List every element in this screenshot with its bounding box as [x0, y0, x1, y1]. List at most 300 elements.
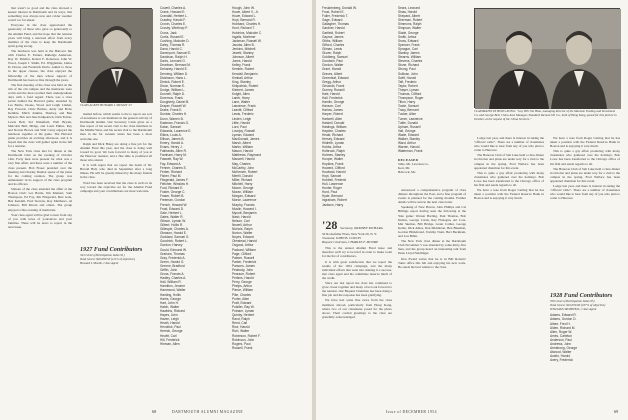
contributor-name: Ellison, James B.	[160, 137, 185, 141]
article-paragraph: mailed before, which seems to me to report our sort of newsiness to our members in the general activity of Dartmouth alumni. Our Secretary Clark gives us a fine report of his recent visit to the class members in the Middle West, and his recent visit to the Dartmouth men in the far western states has been a most welcome one.	[80, 112, 152, 141]
contributor-name: Lawrence, Frank	[232, 104, 256, 109]
deceased-block	[398, 158, 466, 186]
contributor-name: Hendrick, Paul	[160, 325, 181, 330]
contributor-name: Dimick, Robert E.	[160, 79, 185, 84]
contributor-name: Lewis, Frederic	[232, 112, 254, 117]
contributor-name: Howard, Clifford	[322, 165, 345, 170]
contributor-name: Jacobs, Allen B.	[232, 42, 255, 47]
portrait-image	[81, 9, 153, 103]
fund-1928-names	[550, 313, 620, 362]
classmates-photo-caption: CLASSMATES IN HONG KONG: "Guy Hill Jim Hian, managing director of the Mansion Trading and Investment Co. and George Bell, China Area Manager, Standard Vacuum Oil Co., both of Hong Kong, posed for this picture in October, at the request of the China Services."	[474, 109, 617, 121]
contributor-name: Dodge, William L.	[160, 87, 185, 92]
contributor-name: Maxwell, Harold	[232, 157, 255, 162]
contributor-name: Morse, Lawrence	[232, 198, 257, 203]
contributor-name: Thompson, Roger	[398, 96, 424, 101]
contributor-name: Tilton, Harry	[398, 100, 416, 105]
fund-contributors-heading: 1927 Fund Contributors	[80, 246, 143, 253]
contributor-name: Hartwell, Allen	[322, 116, 343, 121]
contributor-name: Shepard, Albert	[398, 14, 420, 19]
contributor-name: Roberson, Robert F.	[232, 333, 261, 338]
class-of-28-header	[322, 220, 392, 400]
contributor-name: Kendall, Benjamin	[232, 71, 258, 76]
left-page-footer: DARTMOUTH ALUMNI MAGAZINE	[172, 410, 244, 414]
contributor-name: Stone, Richard	[398, 63, 420, 68]
contributor-name: Hamlin, George	[322, 100, 345, 105]
article-paragraph: The Hanover Club of Salt Lake held a class dinner in October and plans are under way for a visit to the campus in the spring. Fred Wallace has been appointed chairman for this event.	[550, 166, 620, 183]
right-article-column-3	[474, 136, 544, 400]
contributor-name: Dearborn, Bernard M.	[160, 63, 191, 68]
contributor-name: Dehaney, Harold E.	[160, 67, 188, 72]
contributor-names-column-b	[232, 6, 304, 400]
contributor-name: Fairbanks, Allen R.	[160, 149, 187, 154]
contributor-name: Marsh, Albert	[232, 141, 251, 146]
contributor-name: Drake, Frank E.	[160, 108, 183, 113]
contributor-name: Goodwin, Paul	[322, 59, 343, 64]
contributor-name: Hubbard, Charles H.	[232, 22, 262, 27]
contributor-name: Leavitt, Clifford	[232, 108, 254, 113]
contributor-name: Rand, Ralph	[232, 317, 250, 322]
article-paragraph: We have had some fine news from the class members abroad, particularly from Hong Kong, where two of our classmates posed for the photo above. Their cordial greetings to the class are gratefully acknowledged.	[322, 298, 392, 319]
contributor-name: Davis, Leonard G.	[160, 59, 186, 64]
right-page-footer: Issue of DECEMBER 1954	[386, 410, 437, 414]
contributor-name: Hoyt, Bernard R.	[232, 18, 256, 23]
contributor-name: Pearson, Robert	[232, 272, 256, 277]
article-paragraph: Speaking of New Haven, John Phillips and Cal Billings report having seen the following at the Yale game: Warren Barling, Paul Thomas, Bob Dalton, George Curtis, Ray Flanagan, Art Cote, Mal Skelton, Bill Bridge, Grant Collier, George Kellar, Dick Ahles, Dan Middleton, Ben Bleeman, Gordon Hildebrand, Tommy Trent, Bert Beckham, and Lou Biller.	[398, 205, 466, 239]
contributor-name: Fuller, Frederick T.	[322, 14, 349, 19]
contributor-name: Fraser, Robert B.	[160, 194, 185, 199]
contributor-name: Kleinert, James	[232, 87, 254, 92]
contributor-name: Hopkins, Frank	[322, 161, 344, 166]
contributor-name: Gibson, Lyman W.	[160, 218, 186, 223]
article-paragraph: Lodge last year, and there is interest in taking the "officers' table". There are a number of classmates who would like to hear from any of you who plan to come to Hanover.	[474, 136, 544, 153]
article-paragraph: It is with regret that we report the death of Dr. Harold Hall, who died in September after a long illness. He will be greatly missed by his many friends in the class.	[80, 163, 152, 180]
article-paragraph: Sixteen of the class attended the affair at the Boston Club: Les Bartle, Jim Kleinert, Sam Thompson, Ed Fay, Jim Fitzgerald, Bert Gale, Ben Kendall, Fred Stevens, Ray Matthews, Al Johnson, Bill Moran and others. The group enjoyed a fine evening of memories.	[8, 187, 72, 212]
article-paragraph: It is with great satisfaction that we report the results of the 1954 campaign, and the many individual efforts that went into making it a success. Our class agent and his committee deserve much of the credit.	[322, 259, 392, 280]
contributor-name: Atwood, Walter	[550, 350, 572, 355]
contributor-name: Harlow, James	[322, 108, 343, 113]
contributor-name: Hooper, Walter	[322, 157, 344, 162]
contributor-name: Hough, John W.	[232, 6, 255, 10]
contributor-name: Rice, Harold	[232, 325, 250, 330]
contributor-name: Ingalls, Mortimer	[232, 34, 256, 39]
contributor-name: Packard, William	[232, 247, 256, 252]
contributor-name: Turner, Lawrence	[398, 116, 423, 121]
contributor-name: Hayes, John	[160, 313, 178, 318]
left-page-article-column	[8, 6, 72, 400]
contributor-name: Frost, Edward D.	[160, 206, 184, 211]
contributor-name: Linden, Leigh	[232, 116, 252, 121]
class-28-notes	[322, 246, 392, 319]
contributor-name: Ames, Carleton	[550, 333, 572, 338]
contributor-name: Gleason, Harold E.	[160, 231, 187, 236]
contributor-name: Gallagher, Thomas	[322, 22, 349, 27]
contributor-name: Miller, Richard	[232, 177, 253, 182]
right-contributor-names-column-a	[322, 6, 392, 216]
fund-total-line: Total Given: $20,090.50 (111% of objective)	[80, 256, 135, 261]
right-article-column-2	[398, 188, 466, 400]
contributor-name: Pierce, William	[232, 288, 254, 293]
contributor-name: Austin, Harold	[550, 354, 571, 359]
contributor-name: Haskell, Donald	[322, 120, 345, 125]
secretary-line: Secretary, ORMSBY MCHARG	[340, 226, 384, 230]
contributor-name: Daley, Thomas R.	[160, 42, 186, 47]
contributor-name: Fitzgerald, James F.	[160, 177, 189, 182]
contributor-name: Slade, George	[398, 30, 419, 35]
contributor-name: Stevens, Charles	[398, 59, 423, 64]
contributor-name: Grant, Harold	[322, 67, 342, 72]
contributor-name: Wade, Edward	[398, 132, 419, 137]
contributor-name: Fisher, Paul M.	[160, 173, 182, 178]
contributor-name: Strong, Paul	[398, 67, 416, 72]
contributor-name: Howe, Edward L.	[232, 14, 257, 19]
article-paragraph: The New York class dinner at the Dartmouth Club November 5 was attended by some thirty-five men, and the group heard an interesting talk from Dean Lloyd Neidlinger.	[398, 239, 466, 256]
contributor-name: Howe, Albert V., Jr.	[232, 10, 259, 15]
contributor-name: Kimball, Arthur	[232, 75, 253, 80]
contributor-name: Dunn, Warren B.	[160, 116, 184, 121]
contributor-name: Upham, Russell	[398, 124, 421, 129]
contributor-name: Hazen, Leigh	[160, 317, 179, 322]
contributor-name: Doremus, Frank	[160, 96, 183, 101]
contributor-name: May, Charles	[232, 161, 251, 166]
contributor-name: Tracy, Bernard	[398, 108, 419, 113]
contributor-name: Phelps, Arthur	[232, 284, 253, 289]
contributor-name: Hildreth, Lyman	[322, 141, 345, 146]
contributor-name: Hyde, Bernard	[322, 194, 343, 199]
contributor-name: Fletcher, Winslow H.	[160, 182, 190, 187]
article-paragraph: The Hanover Club of Salt Lake held a class dinner in October and plans are under way for a visit to the campus in the spring. Fred Wallace has been appointed chairman for this event.	[474, 153, 544, 170]
contributor-name: Simpson, Walter	[398, 26, 422, 31]
contributor-name: Nichols, Ralph	[232, 227, 253, 232]
contributor-name: Crawley, Harold F.	[160, 18, 186, 23]
contributor-name: Cronin, Charles E.	[160, 22, 187, 27]
contributor-name: Swift, Harold	[398, 75, 417, 80]
contributor-name: Fenner, Charles E.	[160, 165, 187, 170]
contributor-name: Warren, Harold	[398, 145, 420, 150]
contributor-name: Rich, Walter	[232, 329, 250, 334]
contributor-name: Hayden, Charles	[322, 128, 346, 133]
contributor-name: Sherman, Robert	[398, 18, 423, 23]
contributor-name: Palmer, Russell	[232, 255, 255, 260]
contributor-name: Gordon, Walter	[322, 63, 344, 68]
contributor-name: Hobbs, Arthur	[322, 145, 342, 150]
article-paragraph: This is quite a gay affair producing with many classmates who gathered over the holidays. Bob Lowe has been transferred to the Chicago office of his firm and sends regards to all.	[474, 170, 544, 188]
article-paragraph: The luncheon was held at the Hanover Inn with Charles E. Fenner, Rutledge Anderson, Ray W. Pulsifer, Robert F. Roberson, John W. Wood, Joseph J. Smith, Ed. Wiggleman, James D. Doran, and Frederick Davis. Added to those in the upper classes, the class enjoyed the fellowship of the men whose support of Dartmouth has been so fine through the years.	[8, 48, 72, 82]
contributor-name: Gaynor, James	[322, 34, 344, 39]
contributor-name: Norton, Walter	[232, 231, 253, 236]
contributor-name: Graves, Albert	[322, 71, 343, 76]
contributor-name: Eastman, Francis G.	[160, 120, 190, 125]
contributor-name: Lovejoy, Russell	[232, 128, 255, 133]
contributor-name: Tucker, Allen	[398, 112, 417, 117]
contributor-name: McKenzie, Robert	[232, 169, 258, 174]
contributor-name: Cross, Jack	[160, 30, 177, 35]
contributor-name: Shaw, Harold	[398, 10, 417, 15]
contributor-name: Kirkpatrick, Robert	[232, 83, 259, 88]
contributor-name: MacDonald, James	[232, 137, 260, 141]
contributor-name: Walker, Stanley	[398, 137, 421, 141]
treasurer-line: Treasurer, JOHN B. COUCH	[322, 236, 361, 241]
left-page-article-column-2	[80, 112, 152, 242]
contributor-name: King, Stanley	[232, 79, 251, 84]
contributor-name: Hull, Lawrence	[322, 182, 344, 187]
contributor-name: Davidson, Ralph H.	[160, 55, 188, 60]
contributor-name: Nelson, Carl	[232, 218, 250, 223]
contributor-name: Crosby, Winthrop P.	[160, 26, 188, 31]
contributor-name: Murphy, Francis	[232, 202, 255, 207]
contributor-name: Adams, Edward R.	[550, 313, 577, 318]
contributor-name: Donnell, Ralph D.	[160, 91, 185, 96]
fund-1928-heading: 1928 Fund Contributors	[550, 292, 613, 299]
contributor-name: Jones, Harold	[232, 59, 252, 64]
contributor-name: Porter, Allen	[232, 296, 250, 301]
deceased-name: Babcock, Mr.	[398, 170, 416, 175]
contributor-name: Hurd, Paul	[322, 190, 338, 195]
contributor-name: Sullivan, John	[398, 71, 418, 76]
contributor-name: Freeman, Gordon	[160, 198, 186, 203]
contributor-name: Gray, Frederick A.	[160, 255, 186, 260]
contributor-name: Dickinson, Hans L.	[160, 75, 187, 80]
hong-kong-classmates-photo	[474, 8, 620, 108]
contributor-name: Hinman, Allen	[160, 341, 180, 346]
contributor-name: Gilman, Lewis	[322, 46, 343, 51]
contributor-name: Gregg, Arthur	[322, 79, 342, 84]
contributor-name: Holbrook, Ralph	[322, 149, 345, 154]
contributor-name: Hastings, William	[322, 124, 347, 129]
contributor-name: Goddard, Samuel G.	[160, 235, 190, 240]
contributor-name: Moore, George	[232, 186, 254, 191]
contributor-name: Hutchins, Malcolm C.	[232, 30, 263, 35]
article-paragraph: that wasn't so good and the class showed a keener interest in Dartmouth and its ways, that something was always new and colder weather wasn't too far ahead.	[8, 6, 72, 23]
contributor-name: Harris, George	[160, 296, 181, 301]
contributor-name: Lane, Walter	[232, 100, 250, 105]
contributor-name: Merrill, Donald	[232, 173, 253, 178]
contributor-name: Osgood, Arthur	[232, 243, 254, 248]
contributor-name: Hewitt, Carl	[160, 333, 177, 338]
contributor-name: Taft, Frederic	[398, 79, 417, 84]
contributor-name: Pratt, Edward	[232, 300, 252, 305]
fund-1928-total: Total Given: $19,030.00 (107% of objective)	[550, 302, 606, 307]
contributor-name: Waterman, Frank	[398, 149, 423, 154]
contributor-name: Pulsifer, Ray W.	[232, 304, 255, 309]
contributor-name: French, Howard W.	[160, 202, 188, 207]
contributor-name: Hunter, Roger	[322, 186, 342, 191]
contributor-name: Simmons, Ralph	[398, 22, 422, 27]
contributor-name: Muslin, Howard I.	[232, 206, 257, 211]
contributor-name: Gibbs, William	[322, 38, 343, 43]
contributor-name: Lord, Paul	[232, 124, 247, 129]
contributor-name: Crandall, Herbert L.	[160, 14, 188, 19]
fund-contributors-block	[80, 244, 152, 400]
class-agent-photo-caption: CLASS AGENT HOWARD I. MUSLIN '27	[80, 103, 132, 107]
contributor-name: Moran, William	[232, 190, 254, 195]
contributor-name: Lyman, Edward	[232, 132, 255, 137]
deceased-names	[398, 162, 466, 174]
right-page	[316, 0, 628, 420]
contributor-name: Parsons, James	[232, 263, 255, 268]
article-paragraph: Your class agent will be glad to hear from any of you with news of yourselves and your families. There will be news to report in the next issue.	[8, 212, 72, 229]
contributor-name: Hamilton, Jerome	[160, 284, 185, 289]
contributor-name: Garfield, Robert	[322, 30, 345, 35]
contributor-name: McCarthy, John	[232, 165, 255, 170]
contributor-name: Reed, Carl	[232, 321, 248, 326]
contributor-name: Mynott, Benjamin	[232, 210, 257, 215]
contributor-name: Gardner, Harold	[322, 26, 345, 31]
contributor-name: Eaton, Samuel	[160, 124, 181, 129]
contributor-name: Alden, Richard M.	[550, 325, 576, 330]
article-paragraph: Lodge last year, and there is interest in taking the "officers' table". There are a number of classmates who would like to hear from any of you who plan to come to Hanover.	[550, 184, 620, 201]
contributor-name: Vail, George	[398, 128, 416, 133]
contributor-name: Peabody, John	[232, 268, 254, 272]
contributor-name: Gates, Walter R.	[160, 214, 184, 219]
contributor-name: Jackman, Russell W.	[232, 38, 262, 43]
contributor-name: Fawcett, Ray W.	[160, 157, 184, 162]
left-page-number: 68	[152, 409, 157, 414]
fund-1928-givers: 356 Givers (Participation Index 95)	[550, 299, 595, 303]
contributor-name: Hall, William R.	[160, 280, 182, 285]
contributor-name: Holmes, Stanley	[322, 153, 346, 158]
contributor-name: Denning, William D.	[160, 71, 188, 76]
contributor-name: Hersey, Edward	[322, 137, 345, 141]
contributor-name: Sprague, Carl	[398, 46, 418, 51]
secretary-address: 50 Rockefeller Plaza, New York 20, N. Y.	[322, 232, 377, 236]
contributor-name: Stearns, William	[398, 55, 422, 60]
contributor-name: Harper, Robert	[322, 112, 343, 117]
article-paragraph: We have a note from Roger Cutting that he has taken a position with the Federal Reserve Bank in Boston and is enjoying it very much.	[550, 136, 620, 149]
contributor-name: Draper, Russell W.	[160, 104, 187, 109]
contributor-name: Foster, George C.	[160, 190, 186, 195]
article-paragraph: Everyone in the class appreciated the generosity of those who gave so generously to the Alumni Fund, and the hope that the reunion years will bring a renewed effort from every member of the class to keep the Dartmouth spirit going strong.	[8, 23, 72, 48]
contributor-name: Morgan, Edward	[232, 194, 256, 199]
contributor-name: Harding, Hollis	[160, 292, 181, 297]
contributor-name: Ward, Arthur	[398, 141, 416, 146]
contributor-name: Stanley, James	[398, 51, 420, 56]
contributor-name: Gurney, Russell	[322, 87, 345, 92]
contributor-name: Graham, Thomas	[160, 251, 185, 256]
contributor-name: Hill, Frederick	[160, 337, 180, 342]
contributor-name: Smith, Arthur	[398, 34, 417, 39]
contributor-name: Griffin, John	[160, 268, 178, 272]
contributor-name: Frost, Robert E.	[322, 10, 345, 15]
article-paragraph: Since our last report the class has continued to grow closer together and many of us look forward to the reunion. Our Bequest Chairman has been doing a fine job and the response has been gratifying.	[322, 281, 392, 298]
contributor-name: Ingraham, Robert	[322, 198, 347, 203]
contributor-name: Elkins, Louis A.	[160, 132, 182, 137]
contributor-name: Cowell, Charles A.	[160, 6, 187, 10]
deceased-label: DECEASED	[398, 158, 419, 162]
contributor-name: Gage, Edward	[322, 18, 343, 23]
contributor-name: Tuttle, Donald	[398, 120, 418, 125]
contributor-name: Gould, Edmund W.	[160, 247, 187, 252]
deceased-name: Sims, Mr. Lawrence G.	[398, 162, 429, 167]
contributor-name: Farnham, Harry M.	[160, 153, 187, 158]
contributor-name: Pike, Charles	[232, 292, 251, 297]
right-page-number: 69	[614, 409, 619, 414]
contributor-name: Hanson, Carl	[322, 104, 341, 109]
right-contributor-names-column-b	[398, 6, 466, 156]
contributor-name: Knight, Allen	[232, 91, 250, 96]
contributor-name: Goodrich, Robert L.	[160, 239, 188, 244]
article-paragraph: This is quite a gay affair producing with many classmates who gathered over the holidays. Bob Lowe has been transferred to the Chicago office of his firm and sends regards to all.	[550, 149, 620, 166]
article-paragraph: The New York class met for dinner at the Dartmouth Club on the evening of October 14th. Forty men were present for what was a very fine affair, and there were a number of the class present. Bob Fraser presided over the meeting and Charley Dunbar spoke of the plans for the coming reunion. The group was enthusiastic in its support of the class program and its officers.	[8, 149, 72, 186]
left-page	[0, 0, 312, 420]
class-year-label: '28	[322, 220, 338, 232]
bequest-chairman-line: Bequest Chairman, CHARLES F. MOORE	[322, 240, 378, 245]
contributor-name: Curtis, Russell E.	[160, 34, 185, 39]
contributor-name: Jewett, Stanley	[232, 51, 254, 56]
contributor-name: Gillespie, Charles A.	[160, 227, 189, 232]
contributor-name: Heath, Harold	[160, 321, 180, 326]
fund-1928-block	[550, 290, 620, 402]
article-paragraph: announced a comprehensive program of class dinners throughout the East, and a fine program of events is planned for the coming months. Further details will be sent in the next class letter.	[398, 188, 466, 205]
contributor-name: Putnam, Lyman	[232, 308, 255, 313]
contributor-name: Matthews, Raymond	[232, 153, 262, 158]
contributor-name: Fay, Edward A.	[160, 161, 182, 166]
contributor-name: Davenport, Samuel E.	[160, 51, 192, 56]
contributor-name: Adams, Gordon D.	[550, 317, 577, 322]
contributor-name: Jenkins, Mitchell	[232, 46, 256, 51]
contributor-name: Hatch, Walter	[160, 304, 180, 309]
contributor-name: Emery, Harold A.	[160, 141, 184, 146]
contributor-name: Thayer, Lyman	[398, 87, 419, 92]
article-paragraph: Word has been received that the class is well on its way toward the objective set for the Alumni Fund campaign and your contributions are most welcome.	[80, 180, 152, 193]
contributor-name: Hubbell, Frederic	[322, 177, 347, 182]
contributor-name: Avery, Frederick	[550, 358, 573, 363]
contributor-name: Heald, Richard	[322, 132, 344, 137]
article-paragraph: Ralph and Dick Haley are doing a fine job for the Alumni Fund this year, and the class is doing well toward its goal. We look forward to many of you at the Hanover reunion, and a fine time is promised all those who attend.	[80, 141, 152, 163]
contributor-name: Freudenberg, Donald W.	[322, 6, 357, 10]
contributor-name: Ferber, Richard	[160, 169, 182, 174]
contributor-name: Noyes, Edward	[232, 235, 254, 240]
contributor-name: Robinson, John	[232, 337, 255, 342]
contributor-name: Gordon, Harvey	[160, 243, 183, 248]
contributor-name: Hammond, Walter	[160, 288, 186, 293]
contributor-name: Nash, Harold	[232, 214, 251, 219]
contributor-name: Taylor, Robert	[398, 83, 418, 88]
contributor-name: Hunt, Richard T.	[232, 26, 255, 31]
contributor-name: Little, Harold	[232, 120, 250, 125]
contributor-name: Snow, Edward	[398, 38, 419, 43]
contributor-name: Armstrong, George	[550, 346, 578, 351]
contributor-name: Rogers, Paul	[232, 341, 251, 346]
contributor-name: Olmstead, Harold	[232, 239, 257, 244]
contributor-name: Greenleaf, Edward	[322, 75, 349, 80]
contributor-name: Parker, Frederick	[232, 259, 257, 264]
contributor-name: Howland, Harold	[322, 169, 346, 174]
fund-agent-line: Howard I. Muslin, Class Agent	[80, 260, 119, 265]
contributor-name: Sears, Leonard	[398, 6, 420, 10]
contributor-names-column-a	[160, 6, 228, 400]
article-paragraph: The first meeting of the class was held on the rim of the old campus and the memories were warm and the men recalled their undergraduate days with a fond regard. There was a class picnic behind the Harvard game, attended by Les Bartle, Doane, Wood and Leigh Linden, Ray Fawcett, Chris Barbee, Andy and Bobo Kemble, Mitch Jenkins, Sherbey, and Ben Mynott. Bob and Jane Kirkpatrick, Dick Ferber, Lewis Bell, Sid Wakefield, Walt Bryant, Malcolm Bell, Midge, and Louis Elkins. Ray and Norton Brown and Walt Carey enjoyed the luncheon together at the game. The Harvard game provides an exciting afternoon, and it is hoped that the class will gather again in the fall for a reunion.	[8, 82, 72, 149]
contributor-name: Dougherty, Daniel B.	[160, 100, 190, 105]
contributor-name: Gale, Herbert L.	[160, 210, 183, 215]
contributor-name: Russell, Frank	[232, 345, 253, 350]
class-agent-photo	[80, 8, 152, 102]
article-paragraph: This is the annual Alumni Fund issue and therefore we'll try to be brief in order to make room for the list of contributors.	[322, 246, 392, 259]
contributor-name: Gifford, Charles	[322, 42, 345, 47]
contributor-name: Page, Clifford	[232, 251, 252, 256]
contributor-name: Jackson, Harry	[322, 202, 344, 207]
classmates-image	[475, 9, 621, 109]
contributor-name: Albee, Fred H.	[550, 321, 571, 326]
contributor-name: Crane, Howard E.	[160, 10, 186, 15]
fund-1928-agent: WILLIAM CROMWELL, Class Agent	[550, 306, 597, 311]
contributor-name: Allen, Roger W.	[550, 329, 573, 334]
contributor-name: Green, Harold G.	[160, 259, 185, 264]
contributor-name: Mitchell, Harry	[232, 182, 253, 187]
contributor-name: Hoyt, Samuel	[322, 173, 342, 178]
contributor-name: Herrick, George	[160, 329, 183, 334]
contributor-name: Hawkins, Richard	[160, 308, 185, 313]
contributor-name: Mason, Harold	[232, 149, 253, 154]
